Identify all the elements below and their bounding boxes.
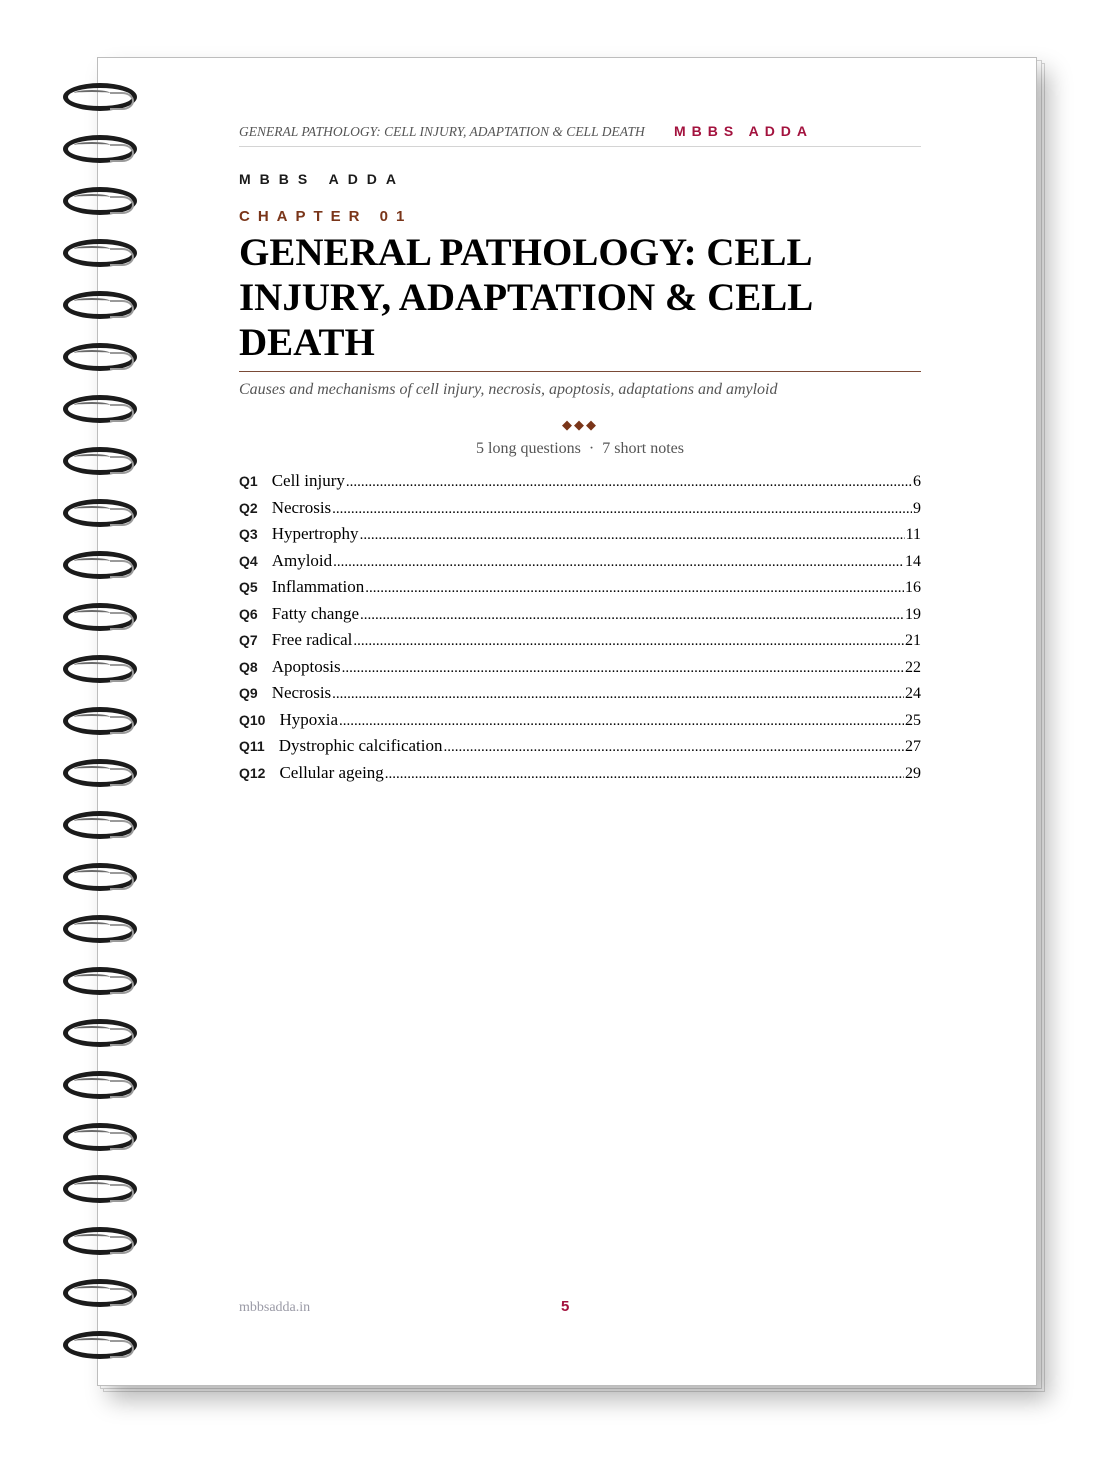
- toc-entry[interactable]: [239, 657, 921, 684]
- toc-leader-dots: [346, 474, 912, 491]
- toc-leader-dots: [353, 633, 904, 650]
- spiral-ring-icon: [63, 1279, 137, 1307]
- toc-entry[interactable]: [239, 683, 921, 710]
- toc-page-number: 22: [905, 658, 921, 676]
- spiral-ring-icon: [63, 1123, 137, 1151]
- toc-entry[interactable]: [239, 630, 921, 657]
- toc-entry[interactable]: [239, 524, 921, 551]
- spiral-ring-icon: [63, 863, 137, 891]
- spiral-ring-icon: [63, 447, 137, 475]
- short-notes-count: 7 short notes: [602, 440, 684, 457]
- toc-entry[interactable]: [239, 577, 921, 604]
- spiral-ring-icon: [63, 759, 137, 787]
- spiral-ring-icon: [63, 915, 137, 943]
- toc-question-title: Cell injury: [271, 471, 345, 490]
- running-head-title: GENERAL PATHOLOGY: CELL INJURY, ADAPTATION & CELL DEATH: [239, 124, 645, 139]
- spiral-ring-icon: [63, 239, 137, 267]
- spiral-ring-icon: [63, 1019, 137, 1047]
- footer-page-number: 5: [561, 1298, 570, 1315]
- toc-question-number: Q12: [239, 764, 266, 781]
- toc-question-number: Q4: [239, 552, 258, 569]
- question-counts: [239, 440, 921, 458]
- toc-page-number: 9: [913, 499, 921, 517]
- spiral-ring-icon: [63, 1175, 137, 1203]
- spiral-ring-icon: [63, 811, 137, 839]
- running-head-brand: MBBS ADDA: [674, 123, 814, 139]
- toc-leader-dots: [360, 527, 905, 544]
- spiral-ring-icon: [63, 395, 137, 423]
- toc-question-title: Fatty change: [271, 603, 360, 623]
- spiral-ring-icon: [63, 967, 137, 995]
- spiral-ring-icon: [63, 1227, 137, 1255]
- spiral-ring-icon: [63, 499, 137, 527]
- spiral-ring-icon: [63, 707, 137, 735]
- counts-separator: ·: [588, 440, 595, 457]
- spiral-ring-icon: [63, 551, 137, 579]
- toc-page-number: 21: [905, 632, 921, 649]
- spiral-ring-icon: [63, 135, 137, 163]
- spiral-ring-icon: [63, 1331, 137, 1359]
- toc-entry[interactable]: [239, 471, 921, 498]
- toc-page-number: 24: [905, 685, 921, 702]
- toc-page-number: 11: [905, 526, 921, 543]
- toc-page-number: 27: [905, 738, 921, 755]
- toc-question-title: Cellular ageing: [279, 762, 384, 782]
- running-head: [239, 122, 921, 147]
- toc-leader-dots: [444, 739, 904, 756]
- toc-leader-dots: [333, 554, 904, 571]
- toc-leader-dots: [339, 713, 904, 730]
- toc-question-title: Free radical: [271, 630, 353, 649]
- spiral-ring-icon: [63, 1071, 137, 1099]
- toc-entry[interactable]: [239, 498, 921, 525]
- toc-question-number: Q1: [239, 473, 258, 489]
- toc-question-number: Q6: [239, 605, 258, 622]
- toc-question-title: Amyloid: [271, 550, 333, 570]
- title-divider: [239, 371, 921, 372]
- toc-page-number: 19: [905, 605, 921, 623]
- page: [97, 57, 1037, 1386]
- toc-page-number: 29: [905, 764, 921, 782]
- toc-entry[interactable]: [239, 604, 921, 631]
- toc-entry[interactable]: [239, 736, 921, 763]
- spiral-ring-icon: [63, 343, 137, 371]
- spiral-ring-icon: [63, 291, 137, 319]
- chapter-subtitle: Causes and mechanisms of cell injury, necrosis, apoptosis, adaptations and amyloid: [239, 381, 778, 398]
- footer-website[interactable]: mbbsadda.in: [239, 1300, 311, 1315]
- spiral-binding: [0, 0, 150, 1457]
- toc-question-title: Apoptosis: [271, 656, 341, 676]
- toc-question-title: Hypertrophy: [271, 524, 359, 543]
- toc-question-number: Q8: [239, 658, 258, 675]
- toc-question-title: Dystrophic calcification: [278, 736, 443, 755]
- toc-question-title: Necrosis: [271, 497, 332, 517]
- brand-label: MBBS ADDA: [239, 171, 406, 187]
- toc-leader-dots: [365, 580, 904, 597]
- toc-question-number: Q11: [239, 738, 265, 754]
- toc-leader-dots: [332, 686, 904, 703]
- toc-question-number: Q7: [239, 632, 258, 648]
- toc-question-number: Q5: [239, 579, 258, 595]
- table-of-contents: [239, 471, 921, 789]
- long-questions-count: 5 long questions: [476, 440, 581, 457]
- toc-entry[interactable]: [239, 551, 921, 578]
- diamond-ornament-icon: ◆◆◆: [562, 417, 598, 432]
- toc-page-number: 6: [913, 473, 921, 490]
- toc-question-number: Q2: [239, 499, 258, 516]
- chapter-title: GENERAL PATHOLOGY: CELL INJURY, ADAPTATION & CELL DEATH: [239, 231, 812, 364]
- toc-entry[interactable]: [239, 710, 921, 737]
- toc-page-number: 14: [905, 552, 921, 570]
- toc-leader-dots: [332, 501, 912, 518]
- toc-question-number: Q9: [239, 685, 258, 701]
- toc-question-number: Q10: [239, 711, 266, 728]
- toc-question-number: Q3: [239, 526, 258, 542]
- toc-question-title: Inflammation: [271, 577, 365, 596]
- chapter-label: CHAPTER 01: [239, 208, 413, 225]
- toc-leader-dots: [360, 607, 904, 624]
- toc-page-number: 16: [905, 579, 921, 596]
- toc-entry[interactable]: [239, 763, 921, 790]
- spiral-ring-icon: [63, 603, 137, 631]
- toc-question-title: Necrosis: [271, 683, 332, 702]
- toc-page-number: 25: [905, 711, 921, 729]
- spiral-ring-icon: [63, 83, 137, 111]
- toc-question-title: Hypoxia: [279, 709, 339, 729]
- toc-leader-dots: [385, 766, 904, 783]
- toc-leader-dots: [342, 660, 904, 677]
- spiral-ring-icon: [63, 655, 137, 683]
- spiral-ring-icon: [63, 187, 137, 215]
